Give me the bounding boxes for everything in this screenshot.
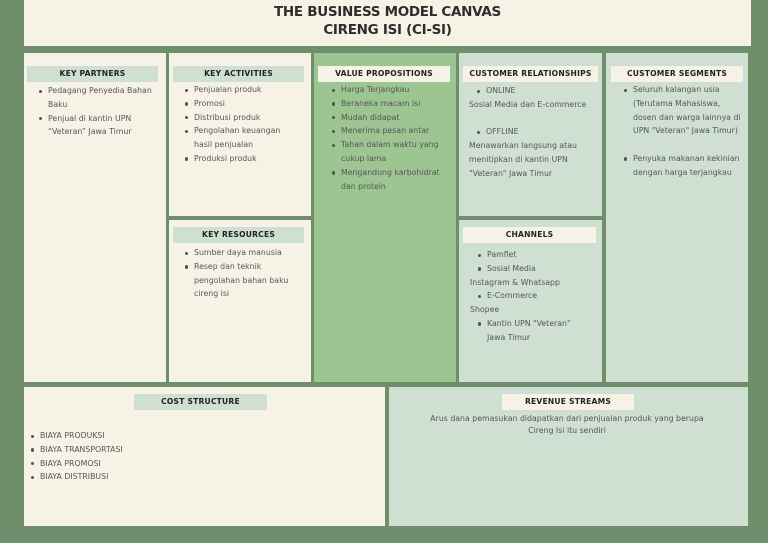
cost-structure-panel — [24, 387, 385, 526]
online-label: ONLINE — [472, 84, 597, 98]
channel-ecommerce-detail: Shopee — [470, 305, 500, 315]
key-resources-list — [172, 246, 302, 301]
canvas-subtitle: CIRENG ISI (CI-SI) — [323, 22, 452, 38]
channel-ecommerce: E-Commerce — [473, 289, 598, 303]
customer-relationships-content — [469, 84, 597, 181]
key-activities-list — [172, 83, 298, 166]
list-item: Sumber daya manusia — [194, 246, 302, 260]
value-propositions-label: VALUE PROPOSITIONS — [318, 66, 450, 82]
cost-structure-label: COST STRUCTURE — [134, 394, 267, 410]
key-partners-panel — [24, 53, 166, 382]
list-item: Promosi — [194, 97, 298, 111]
list-item: BIAYA PROMOSI — [40, 457, 240, 471]
revenue-streams-label: REVENUE STREAMS — [502, 394, 634, 410]
customer-segments-list — [611, 83, 741, 180]
key-activities-panel — [169, 53, 311, 216]
list-item: Menerima pesan antar — [341, 124, 451, 138]
list-item: Produksi produk — [194, 152, 298, 166]
channel-sosmed: Sosial Media — [473, 262, 598, 276]
channels-panel — [459, 220, 602, 382]
customer-segments-panel — [606, 53, 748, 382]
list-item: Penjualan produk — [194, 83, 298, 97]
list-item: Mudah didapat — [341, 111, 451, 125]
list-item: Beraneka macam isi — [341, 97, 451, 111]
list-item: Seluruh kalangan usia (Terutama Mahasiswa, dosen dan warga lainnya di UPN "Veteran" Jawa Timur) — [633, 83, 741, 138]
key-resources-panel — [169, 220, 311, 382]
list-item: Resep dan teknik pengolahan bahan baku cireng isi — [194, 260, 302, 301]
offline-label: OFFLINE — [472, 125, 597, 139]
channel-pamflet: Pamflet — [473, 248, 598, 262]
channels-label: CHANNELS — [463, 227, 596, 243]
list-item: Pedagang Penyedia Bahan Baku — [48, 84, 158, 112]
key-partners-label: KEY PARTNERS — [27, 66, 158, 82]
value-propositions-panel — [314, 53, 456, 382]
revenue-streams-text: Arus dana pemasukan didapatkan dari penjualan produk yang berupa Cireng Isi itu sendiri — [430, 414, 704, 435]
channel-kantin: Kantin UPN "Veteran" Jawa Timur — [473, 317, 581, 345]
cost-structure-list — [18, 429, 240, 484]
key-partners-list — [26, 84, 158, 139]
customer-relationships-label: CUSTOMER RELATIONSHIPS — [463, 66, 598, 82]
channels-content — [470, 248, 598, 345]
list-item: BIAYA PRODUKSI — [40, 429, 240, 443]
offline-text: Menawarkan langsung atau menitipkan di kantin UPN "Veteran" Jawa Timur — [469, 141, 577, 178]
canvas-header — [24, 0, 751, 46]
customer-relationships-panel — [459, 53, 602, 216]
key-activities-label: KEY ACTIVITIES — [173, 66, 304, 82]
value-propositions-list — [319, 83, 451, 193]
list-item: Penjual di kantin UPN “Veteran” Jawa Timur — [48, 112, 158, 140]
list-item: Mengandung karbohidrat dan protein — [341, 166, 451, 194]
channel-sosmed-detail: Instagram & Whatsapp — [470, 277, 560, 287]
revenue-streams-panel — [389, 387, 748, 526]
list-item: BIAYA DISTRIBUSI — [40, 470, 240, 484]
canvas-title: THE BUSINESS MODEL CANVAS — [274, 4, 501, 20]
list-item: Tahan dalam waktu yang cukup lama — [341, 138, 451, 166]
list-item: Harga Terjangkau — [341, 83, 451, 97]
online-text: Sosial Media dan E-commerce — [469, 99, 587, 109]
key-resources-label: KEY RESOURCES — [173, 227, 304, 243]
list-item: Distribusi produk — [194, 111, 298, 125]
customer-segments-label: CUSTOMER SEGMENTS — [611, 66, 743, 82]
list-item: Penyuka makanan kekinian dengan harga terjangkau — [633, 152, 741, 180]
list-item: BIAYA TRANSPORTASI — [40, 443, 240, 457]
list-item: Pengolahan keuangan hasil penjualan — [194, 124, 298, 152]
